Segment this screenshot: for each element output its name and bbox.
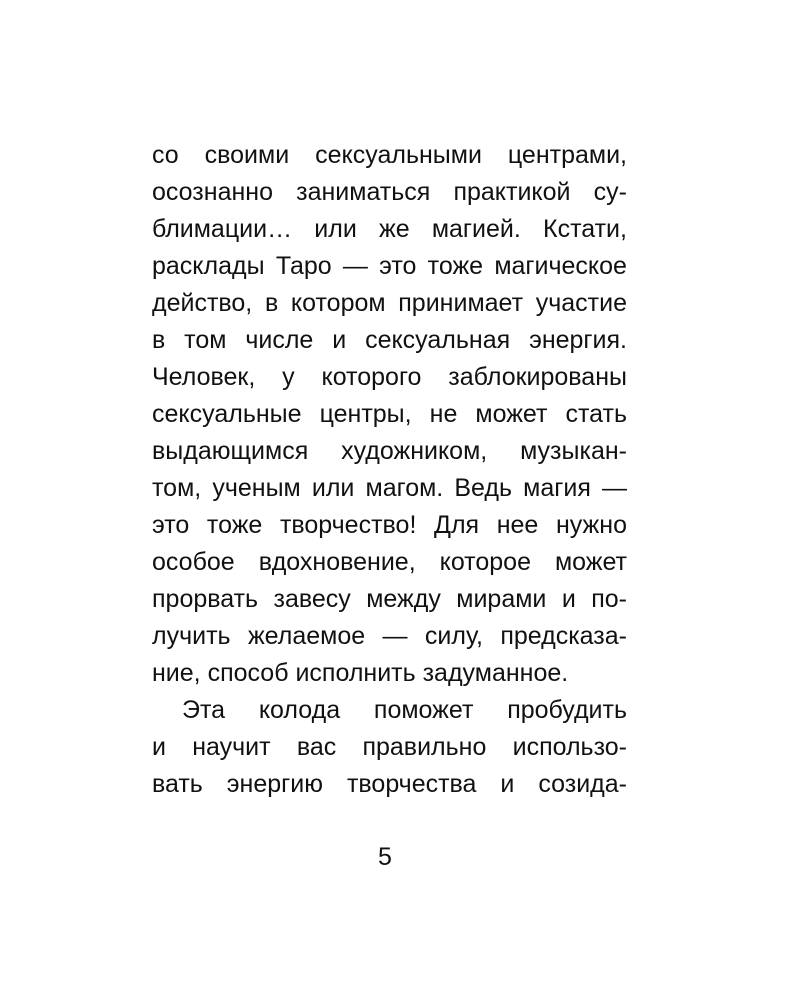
text-line [152,433,627,470]
word: заниматься [296,178,431,206]
text-line [152,248,627,285]
word: желаемое [247,622,366,650]
text-line [152,285,627,322]
word: вас [296,733,337,761]
text-line [152,137,627,174]
word: колода [258,696,341,724]
word: предсказа- [500,622,627,650]
word: со [152,141,179,169]
word: между [366,585,441,613]
word: блимации… [152,215,293,243]
word: том, [152,474,202,502]
word: и [152,733,166,761]
word: это [379,252,417,280]
word: том [184,326,227,354]
word: ученым [212,474,301,502]
word: не [429,400,458,428]
word: — [342,252,368,280]
text-line [152,322,627,359]
word: практикой [453,178,571,206]
body-text [152,137,627,803]
word: принимает [398,289,524,317]
text-line: ние, способ исполнить задуманное. [152,659,569,687]
text-line [152,766,627,803]
text-line [152,507,627,544]
text-line [152,618,627,655]
word: расклады [152,252,265,280]
word: сексуальная [365,326,511,354]
word: осознанно [152,178,273,206]
word: может [475,400,548,428]
word: — [601,474,627,502]
word: или [314,215,357,243]
word: Человек, [152,363,256,391]
word: тоже [427,252,484,280]
word: созида- [538,770,627,798]
word: сексуальные [152,400,302,428]
word: музыкан- [520,437,627,465]
page-number: 5 [378,843,392,871]
word: по- [591,585,627,613]
word: прорвать [152,585,259,613]
word: нужно [555,511,627,539]
text-line [152,692,627,729]
word: центрами, [507,141,627,169]
word: тоже [206,511,263,539]
word: силу, [424,622,483,650]
word: у [282,363,295,391]
word: участие [535,289,627,317]
text-line [152,470,627,507]
word: поможет [373,696,474,724]
word: мирами [456,585,547,613]
word: магом. [365,474,444,502]
word: су- [593,178,627,206]
word: завесу [273,585,351,613]
word: особое [152,548,235,576]
word: заблокированы [448,363,627,391]
text-line [152,396,627,433]
word: в [152,326,166,354]
word: Эта [182,696,226,724]
word: вдохновение, [258,548,416,576]
word: выдающимся [152,437,309,465]
word: своими [204,141,290,169]
word: или [311,474,355,502]
word: пробудить [507,696,627,724]
word: же [379,215,410,243]
text-line [152,359,627,396]
word: лучить [152,622,231,650]
word: и [561,585,576,613]
word: магия [523,474,591,502]
word: использо- [512,733,627,761]
word: в [264,289,279,317]
text-line [152,174,627,211]
word: правильно [362,733,487,761]
word: Кстати, [543,215,627,243]
word: которого [321,363,422,391]
word: и [332,326,347,354]
word: может [554,548,627,576]
word: магией. [431,215,521,243]
text-line [152,544,627,581]
word: Ведь [454,474,513,502]
word: Для [434,511,480,539]
word: вать [152,770,203,798]
word: магическое [494,252,627,280]
text-line [152,581,627,618]
word: центры, [319,400,412,428]
word: энергия. [529,326,627,354]
text-line [152,729,627,766]
word: числе [245,326,314,354]
word: сексуальными [315,141,482,169]
word: нее [496,511,539,539]
word: творчества [346,770,477,798]
word: — [382,622,408,650]
word: Таро [275,252,332,280]
word: стать [565,400,627,428]
word: действо, [152,289,253,317]
word: которое [439,548,531,576]
word: творчество! [279,511,417,539]
word: это [152,511,190,539]
word: котором [290,289,386,317]
word: художником, [341,437,488,465]
word: и [500,770,515,798]
word: энергию [226,770,324,798]
word: научит [192,733,271,761]
text-line [152,211,627,248]
